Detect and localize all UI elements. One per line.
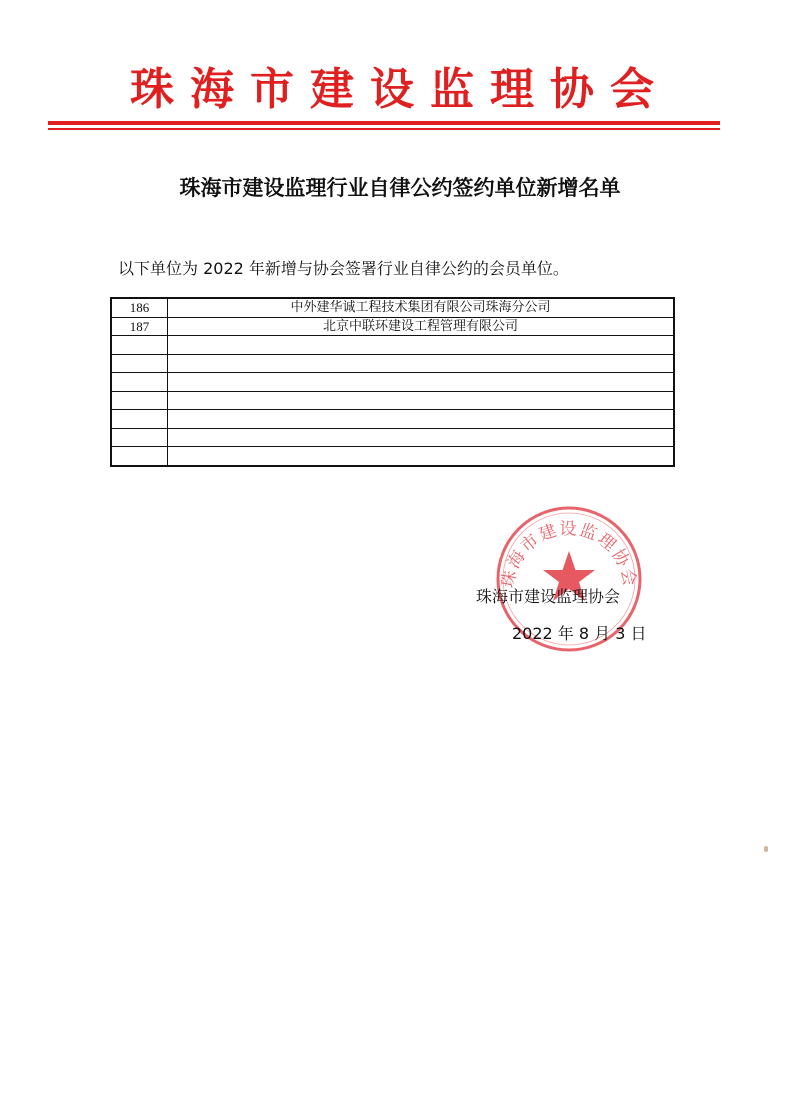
member-number: 186 [111,298,168,317]
table-row [111,428,674,447]
signature-organization: 珠海市建设监理协会 [476,587,621,606]
member-number [111,391,168,410]
member-number: 187 [111,317,168,336]
member-number [111,354,168,373]
member-name [168,447,675,466]
letterhead-title: 珠海市建设监理协会 [130,64,670,115]
member-name: 北京中联环建设工程管理有限公司 [168,317,675,336]
letterhead-rule-thick [48,121,720,125]
member-name [168,336,675,355]
member-number [111,336,168,355]
member-name [168,354,675,373]
table-row [111,447,674,466]
member-name [168,428,675,447]
table-row [111,373,674,392]
member-number [111,447,168,466]
table-row [111,298,674,317]
table-row [111,354,674,373]
table-row [111,410,674,429]
member-number [111,428,168,447]
table-row [111,391,674,410]
member-name: 中外建华诚工程技术集团有限公司珠海分公司 [168,298,675,317]
seal-text: 珠海市建设监理协会 [498,519,640,590]
intro-paragraph: 以下单位为 2022 年新增与协会签署行业自律公约的会员单位。 [118,259,569,278]
member-table [110,297,675,467]
member-name [168,373,675,392]
letterhead-rule-thin [48,128,720,130]
member-number [111,410,168,429]
paper-speck [764,846,768,852]
member-name [168,391,675,410]
table-row [111,336,674,355]
document-title: 珠海市建设监理行业自律公约签约单位新增名单 [179,176,621,200]
table-row [111,317,674,336]
member-number [111,373,168,392]
signature-date: 2022 年 8 月 3 日 [512,624,647,643]
member-name [168,410,675,429]
